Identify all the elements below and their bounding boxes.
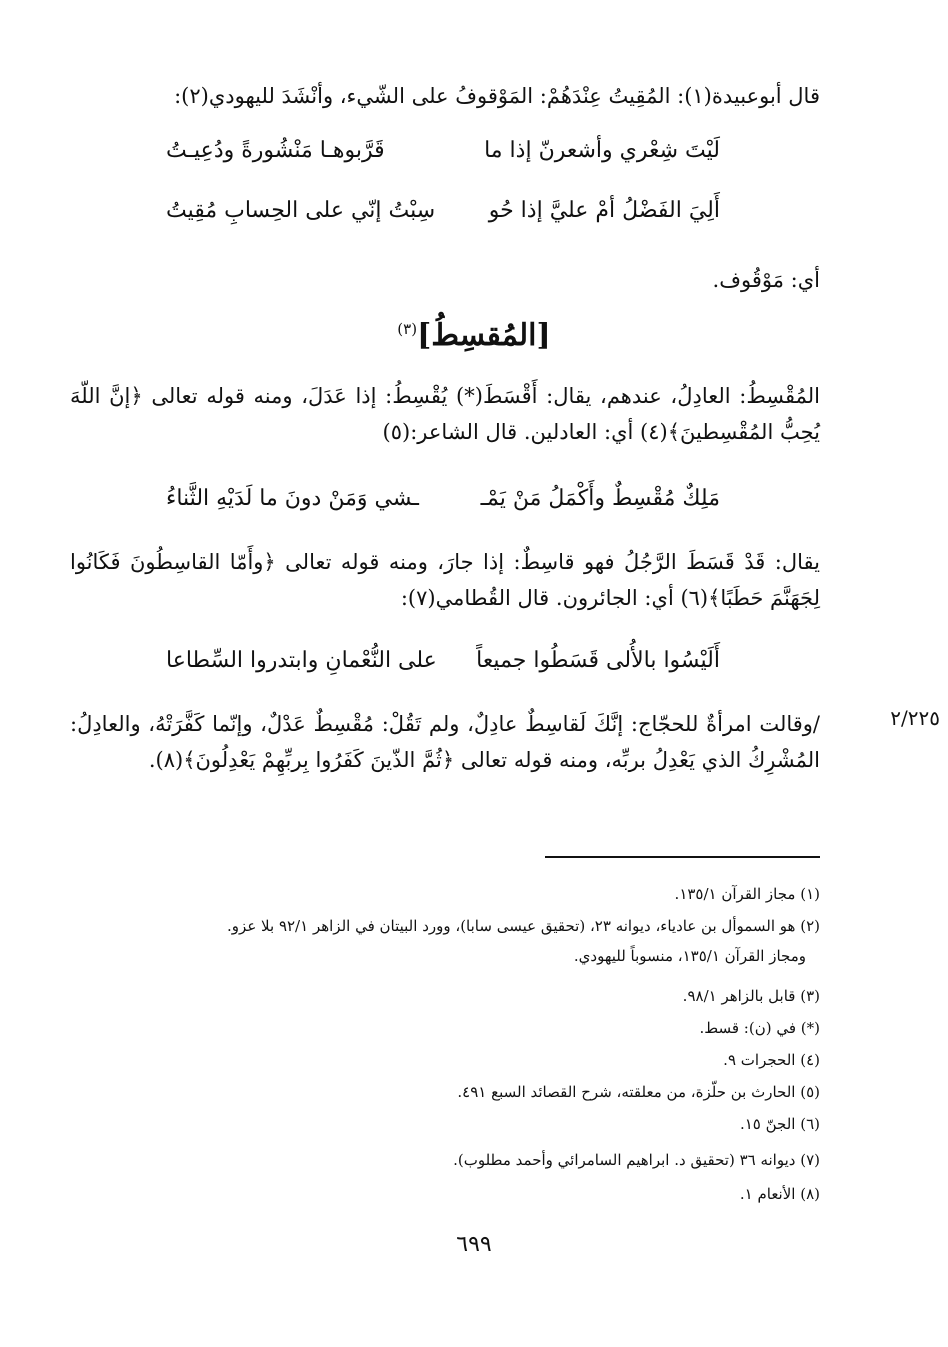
- paragraph-hajjaj: /وقالت امرأةٌ للحجّاج: إنَّكَ لَقاسِطٌ عادِلٌ، ولم تَقُلْ: مُقْسِطٌ عَدْلٌ، وإنّما كَفَّرَتْهُ، والعادِلُ: المُشْرِكُ الذي يَعْدِلُ بربِّه، ومنه قوله تعالى ﴿ثُمَّ الذّينَ كَفَرُوا بِربِّهِمْ يَعْدِلُونَ﴾(٨).: [70, 712, 820, 772]
- gloss-line: أي: مَوْقُوف.: [712, 268, 820, 292]
- verse-3-first-hemistich: مَلِكٌ مُقْسِطٌ وأَكْمَلُ مَنْ يَمْـ: [480, 486, 720, 511]
- section-heading-text: [المُقسِطُ]: [417, 318, 551, 353]
- footnote-star: (*) في (ن): قسط.: [699, 1019, 820, 1037]
- paragraph-muqsit: المُقْسِطُ: العادِلُ، عندهم، يقال: أَقْسَطَ(*) يُقْسِطُ: إذا عَدَلَ، ومنه قوله تعالى ﴿إنَّ اللّهَ يُحِبُّ المُقْسِطينَ﴾(٤) أي: العادلين. قال الشاعر:(٥): [70, 384, 820, 444]
- footnote-1: (١) مجاز القرآن ١٣٥/١.: [674, 885, 820, 903]
- footnote-2-continued: ومجاز القرآن ١٣٥/١، منسوباً لليهودي.: [573, 947, 806, 965]
- footnote-4: (٤) الحجرات ٩.: [723, 1051, 820, 1069]
- section-heading: [0, 318, 948, 353]
- footnote-2: (٢) هو السموأل بن عادياء، ديوانه ٢٣، (تحقيق عيسى سابا)، وورد البيتان في الزاهر ٩٢/١ بلا عزو.: [227, 917, 820, 935]
- verse-4-second-hemistich: على النُّعْمانِ وابتدروا السِّطاعا: [166, 648, 437, 673]
- intro-line: قال أبوعبيدة(١): المُقِيتُ عِنْدَهُمْ: المَوْقوفُ على الشّيء، وأنْشَدَ لليهودي(٢):: [174, 84, 820, 108]
- section-heading-note: (٣): [397, 320, 418, 338]
- verse-1-first-hemistich: لَيْتَ شِعْري وأشعرنّ إذا ما: [484, 138, 720, 163]
- verse-2-second-hemistich: سِبْتُ إنّي على الحِسابِ مُقِيتُ: [166, 198, 436, 223]
- verse-4-first-hemistich: أَلَيْسُوا بالأُلى قَسَطُوا جميعاً: [476, 648, 720, 673]
- verse-2-first-hemistich: أَلِيَ الفَضْلُ أمْ عليَّ إذا حُو: [488, 198, 720, 223]
- page-number: ٦٩٩: [456, 1232, 492, 1257]
- margin-reference: ٢/٢٢٥: [890, 706, 940, 730]
- paragraph-qasit: يقال: قَدْ قَسَطَ الرَّجُلُ فهو قاسِطٌ: إذا جارَ، ومنه قوله تعالى ﴿وأَمّا القاسِطُونَ فَكَانُوا لِجَهَنَّمَ حَطَبًا﴾(٦) أي: الجائرون. قال القُطامي(٧):: [70, 550, 820, 610]
- footnote-6: (٦) الجنّ ١٥.: [739, 1115, 820, 1133]
- footnote-8: (٨) الأنعام ١.: [739, 1185, 820, 1203]
- footnote-3: (٣) قابل بالزاهر ٩٨/١.: [682, 987, 820, 1005]
- footnote-separator: [545, 856, 820, 858]
- footnote-7: (٧) ديوانه ٣٦ (تحقيق د. ابراهيم السامرائي وأحمد مطلوب).: [453, 1151, 820, 1169]
- footnote-5: (٥) الحارث بن حلّزة، من معلقته، شرح القصائد السبع ٤٩١.: [457, 1083, 820, 1101]
- verse-3-second-hemistich: ـشي وَمَنْ دونَ ما لَدَيْهِ الثَّناءُ: [166, 486, 419, 511]
- verse-1-second-hemistich: قَرَّبوهـا مَنْشُورةً ودُعِيـتُ: [166, 138, 385, 163]
